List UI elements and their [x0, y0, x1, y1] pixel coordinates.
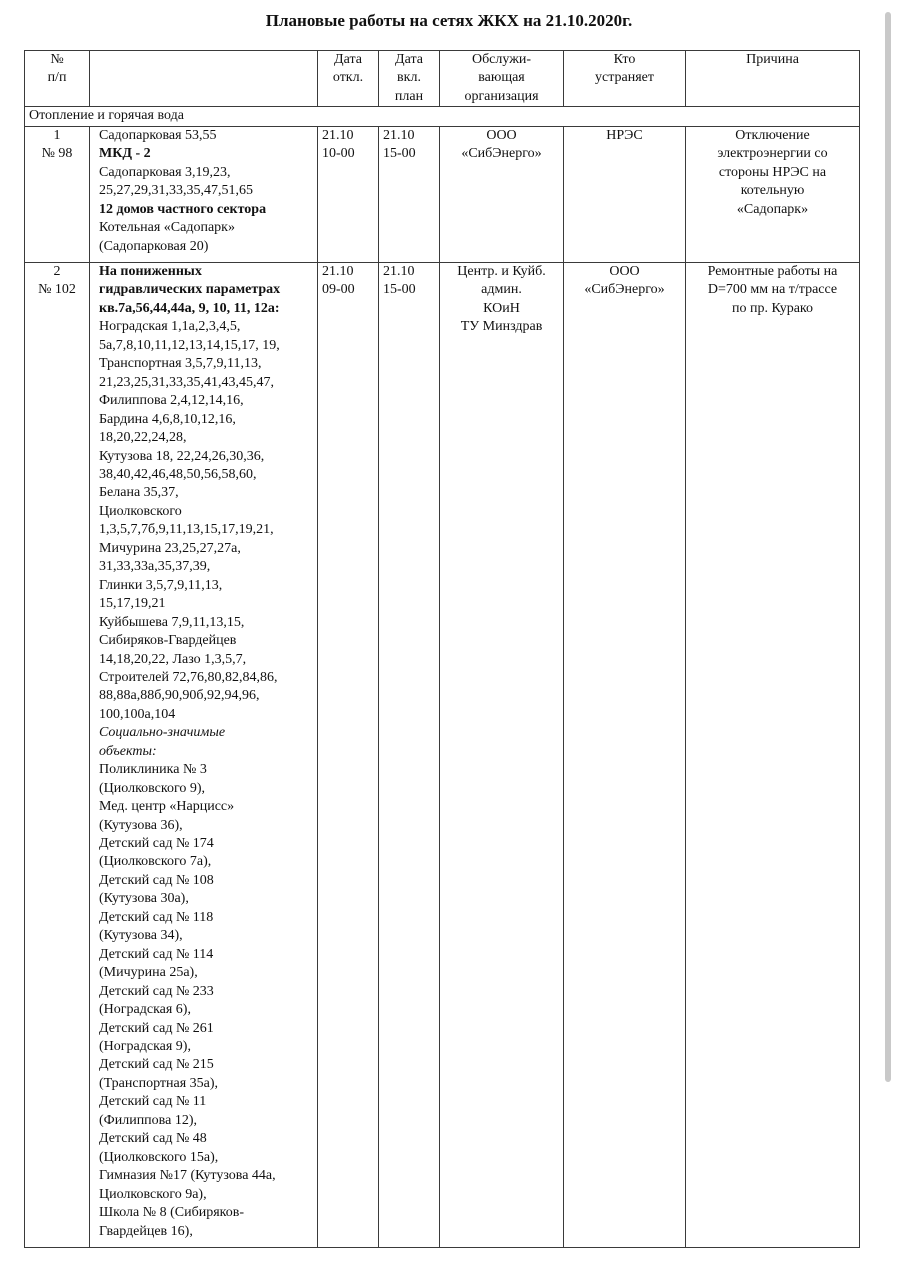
address-line: 12 домов частного сектора — [99, 201, 267, 217]
address-line: Мичурина 23,25,27,27а, — [99, 540, 241, 556]
address-line: (Ноградская 6), — [99, 1002, 191, 1018]
header-organization — [440, 51, 564, 107]
cell-line: 09-00 — [322, 282, 355, 298]
address-line: Строителей 72,76,80,82,84,86, — [99, 669, 278, 685]
document-title: Плановые работы на сетях ЖКХ на 21.10.2020г. — [265, 11, 633, 30]
cell-line: 21.10 — [322, 263, 354, 279]
section-row — [25, 107, 860, 126]
cell-line: № 98 — [41, 146, 73, 162]
address-line: гидравлических параметрах — [99, 282, 281, 298]
address-line: Детский сад № 215 — [99, 1057, 214, 1073]
cell-line: вающая — [478, 70, 525, 86]
address-line: Детский сад № 114 — [99, 946, 214, 962]
address-line: Котельная «Садопарк» — [99, 220, 235, 236]
cell-line: 21.10 — [383, 127, 415, 143]
cell-line: 21.10 — [322, 127, 354, 143]
cell-line: п/п — [47, 70, 67, 86]
cell-line: 2 — [53, 263, 61, 279]
address-line: Ноградская 1,1а,2,3,4,5, — [99, 319, 241, 335]
cell-line: Кто — [613, 52, 636, 67]
address-line: Филиппова 2,4,12,14,16, — [99, 393, 244, 409]
address-line: 14,18,20,22, Лазо 1,3,5,7, — [99, 651, 247, 667]
address-line: Гимназия №17 (Кутузова 44а, — [99, 1168, 276, 1184]
cell-line: «Садопарк» — [736, 201, 809, 217]
address-line: (Кутузова 30а), — [99, 891, 189, 907]
cell-line: Центр. и Куйб. — [457, 263, 546, 279]
cell-line: D=700 мм на т/трассе — [707, 282, 838, 298]
address-line: 25,27,29,31,33,35,47,51,65 — [99, 183, 253, 199]
address-line: Детский сад № 174 — [99, 836, 214, 852]
address-line: Детский сад № 118 — [99, 909, 214, 925]
address-line: На пониженных — [99, 263, 202, 279]
address-line: Садопарковая 53,55 — [99, 127, 217, 143]
table-row — [25, 262, 860, 1247]
cell-line: организация — [464, 88, 539, 104]
address-line: 18,20,22,24,28, — [99, 430, 187, 446]
header-date-off — [318, 51, 379, 107]
cell-line: «СибЭнерго» — [584, 282, 665, 298]
address-line: (Мичурина 25а), — [99, 965, 198, 981]
address-line: 100,100а,104 — [99, 706, 176, 722]
address-line: 38,40,42,46,48,50,56,58,60, — [99, 466, 257, 482]
address-line: Белана 35,37, — [99, 485, 179, 501]
address-line: Садопарковая 3,19,23, — [99, 164, 231, 180]
cell-line: № 102 — [38, 282, 76, 298]
address-line: Детский сад № 233 — [99, 983, 214, 999]
address-line: (Циолковского 7а), — [99, 854, 212, 870]
cell-line: откл. — [332, 70, 364, 86]
address-line: (Ноградская 9), — [99, 1039, 191, 1055]
address-line: (Кутузова 34), — [99, 928, 183, 944]
address-line: 5а,7,8,10,11,12,13,14,15,17, 19, — [99, 337, 280, 353]
row-number — [25, 262, 90, 1247]
address-line: Кутузова 18, 22,24,26,30,36, — [99, 448, 265, 464]
row-addresses — [90, 262, 318, 1247]
address-line: Детский сад № 261 — [99, 1020, 214, 1036]
cell-line: котельную — [740, 183, 805, 199]
cell-line: Обслужи- — [471, 52, 532, 67]
address-line: 15,17,19,21 — [99, 596, 166, 612]
address-line: (Циолковского 15а), — [99, 1149, 219, 1165]
address-line: 88,88а,88б,90,90б,92,94,96, — [99, 688, 260, 704]
address-line: Сибиряков-Гвардейцев — [99, 633, 237, 649]
cell-line: стороны НРЭС на — [718, 164, 827, 180]
header-date-on — [379, 51, 440, 107]
cell-line: устраняет — [595, 70, 654, 86]
cell-line: Дата — [334, 52, 362, 67]
address-line: Циолковского 9а), — [99, 1186, 207, 1202]
scrollbar[interactable] — [885, 12, 891, 1082]
cell-line: ТУ Минздрав — [460, 319, 543, 335]
address-line: кв.7а,56,44,44а, 9, 10, 11, 12а: — [99, 300, 280, 316]
address-line: Детский сад № 48 — [99, 1131, 207, 1147]
section-heading: Отопление и горячая вода — [25, 107, 860, 126]
row-fixer — [564, 262, 686, 1247]
cell-line: Отключение — [735, 127, 810, 143]
cell-line: 15-00 — [383, 146, 416, 162]
cell-line: 1 — [53, 127, 61, 143]
row-date-off — [318, 126, 379, 262]
address-line: 1,3,5,7,7б,9,11,13,15,17,19,21, — [99, 522, 274, 538]
cell-line: ООО — [609, 263, 640, 279]
header-row — [25, 51, 860, 107]
row-reason — [686, 126, 860, 262]
cell-line: «СибЭнерго» — [461, 146, 542, 162]
address-line: Детский сад № 108 — [99, 872, 214, 888]
row-date-on — [379, 262, 440, 1247]
header-address — [90, 51, 318, 107]
address-line: Куйбышева 7,9,11,13,15, — [99, 614, 245, 630]
address-line: Социально-значимые — [99, 725, 226, 741]
row-reason — [686, 262, 860, 1247]
row-date-on — [379, 126, 440, 262]
row-organization — [440, 126, 564, 262]
address-line: Транспортная 3,5,7,9,11,13, — [99, 356, 262, 372]
cell-line: электроэнергии со — [717, 146, 828, 162]
row-number — [25, 126, 90, 262]
cell-line: 21.10 — [383, 263, 415, 279]
address-line: МКД - 2 — [99, 146, 151, 162]
table-row — [25, 126, 860, 262]
row-fixer — [564, 126, 686, 262]
cell-line: НРЭС — [606, 127, 643, 143]
cell-line: Причина — [746, 52, 799, 67]
address-line: Мед. центр «Нарцисс» — [99, 799, 235, 815]
cell-line: ООО — [486, 127, 517, 143]
address-line: Глинки 3,5,7,9,11,13, — [99, 577, 223, 593]
row-date-off — [318, 262, 379, 1247]
address-line: Бардина 4,6,8,10,12,16, — [99, 411, 236, 427]
cell-line: № — [50, 52, 64, 67]
address-line: (Садопарковая 20) — [99, 238, 209, 254]
cell-line: вкл. — [397, 70, 421, 86]
header-fixer — [564, 51, 686, 107]
cell-line — [94, 51, 313, 69]
address-line: 31,33,33а,35,37,39, — [99, 559, 211, 575]
cell-line: КОиН — [483, 300, 520, 316]
address-line: Школа № 8 (Сибиряков- — [99, 1205, 244, 1221]
header-reason — [686, 51, 860, 107]
row-organization — [440, 262, 564, 1247]
address-line: (Транспортная 35а), — [99, 1075, 219, 1091]
cell-line: 10-00 — [322, 146, 355, 162]
cell-line: админ. — [481, 282, 522, 298]
works-table — [24, 50, 860, 1248]
address-line: (Филиппова 12), — [99, 1112, 197, 1128]
address-line: Гвардейцев 16), — [99, 1223, 193, 1239]
address-line: (Циолковского 9), — [99, 780, 206, 796]
header-num — [25, 51, 90, 107]
address-line: объекты: — [99, 743, 157, 759]
row-addresses — [90, 126, 318, 262]
cell-line: по пр. Курако — [731, 300, 814, 316]
address-line: Циолковского — [99, 503, 182, 519]
cell-line: 15-00 — [383, 282, 416, 298]
address-line: (Кутузова 36), — [99, 817, 183, 833]
address-line: 21,23,25,31,33,35,41,43,45,47, — [99, 374, 274, 390]
cell-line: Ремонтные работы на — [707, 263, 838, 279]
cell-line: Дата — [395, 52, 423, 67]
address-line: Детский сад № 11 — [99, 1094, 207, 1110]
address-line: Поликлиника № 3 — [99, 762, 207, 778]
cell-line: план — [394, 88, 424, 104]
